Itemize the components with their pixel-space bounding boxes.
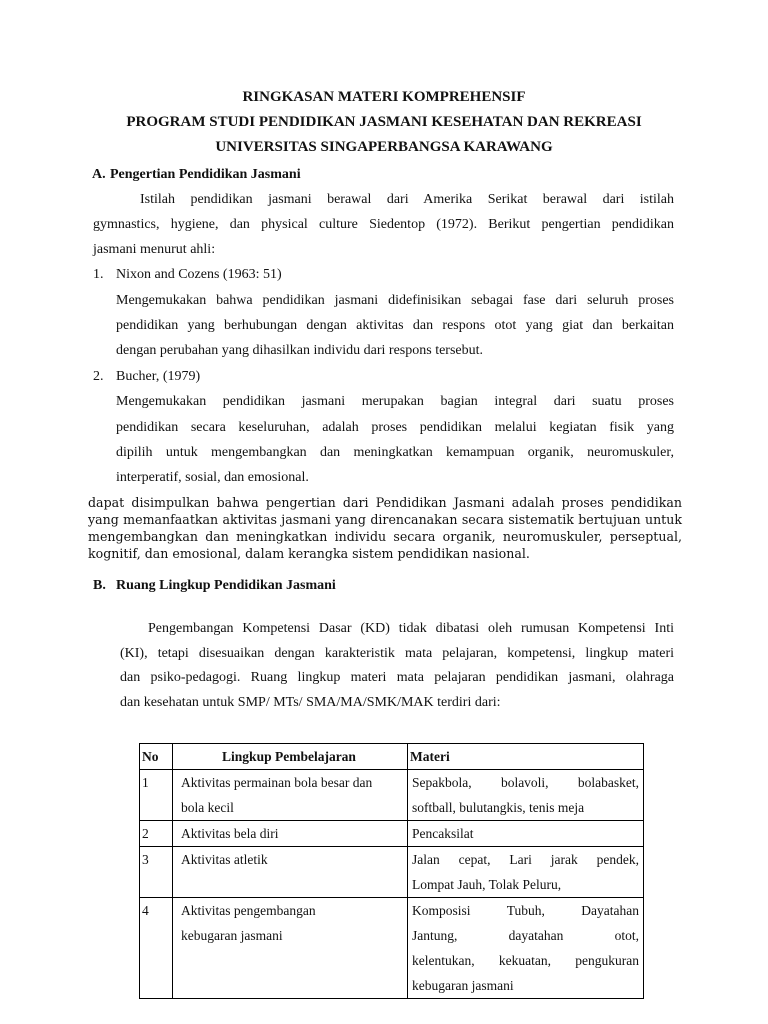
table-row (140, 898, 644, 999)
header-materi: Materi (408, 744, 644, 770)
section-b-title: Ruang Lingkup Pendidikan Jasmani (116, 578, 336, 593)
section-a-heading (92, 165, 301, 185)
document-title: RINGKASAN MATERI KOMPREHENSIF (242, 89, 526, 105)
header-lingkup: Lingkup Pembelajaran (173, 744, 408, 770)
header-no: No (140, 744, 173, 770)
section-a-letter: A. (92, 167, 106, 182)
table-row (140, 847, 644, 898)
expert-text-line: Mengemukakan pendidikan jasmani merupakan bagian integral dari suatu proses (116, 394, 674, 409)
expert-text-line: dipilih untuk mengembangkan dan meningkatkan kemampuan organik, neuromuskuler, (116, 445, 674, 460)
expert-name: Nixon and Cozens (1963: 51) (116, 267, 282, 282)
cell-lingkup (173, 898, 408, 999)
list-number: 1. (93, 267, 104, 282)
program-title: PROGRAM STUDI PENDIDIKAN JASMANI KESEHATAN DAN REKREASI (126, 114, 642, 130)
cell-materi-line: Sepakbola, bolavoli, bolabasket, (412, 775, 639, 790)
cell-materi (408, 898, 644, 999)
table-row (140, 770, 644, 821)
cell-no: 2 (140, 821, 173, 847)
cell-no: 1 (140, 770, 173, 821)
cell-lingkup-line: kebugaran jasmani (181, 928, 283, 943)
cell-materi-line: Komposisi Tubuh, Dayatahan (412, 903, 639, 918)
cell-materi-line: kebugaran jasmani (412, 978, 514, 993)
cell-materi-line: Jantung, dayatahan otot, (412, 928, 639, 943)
university-title: UNIVERSITAS SINGAPERBANGSA KARAWANG (215, 139, 553, 155)
section-a-title: Pengertian Pendidikan Jasmani (110, 167, 301, 182)
cell-lingkup-line: Aktivitas bela diri (181, 826, 279, 841)
cell-lingkup-line: Aktivitas atletik (181, 852, 268, 867)
cell-lingkup (173, 821, 408, 847)
cell-no: 4 (140, 898, 173, 999)
table-header-row (140, 744, 644, 770)
cell-lingkup (173, 847, 408, 898)
scope-paragraph-line: Pengembangan Kompetensi Dasar (KD) tidak dibatasi oleh rumusan Kompetensi Inti (148, 621, 674, 636)
expert-text-line: pendidikan yang berhubungan dengan aktivitas dan respons otot yang giat dan berkaitan (116, 318, 674, 333)
intro-line: gymnastics, hygiene, dan physical culture Siedentop (1972). Berikut pengertian pendidikan (93, 217, 674, 232)
cell-materi (408, 847, 644, 898)
section-b-heading (93, 576, 336, 596)
expert-text-line: interperatif, sosial, dan emosional. (116, 470, 309, 485)
cell-lingkup-line: Aktivitas pengembangan (181, 903, 316, 918)
cell-no: 3 (140, 847, 173, 898)
cell-materi (408, 821, 644, 847)
scope-table (139, 743, 644, 999)
expert-name: Bucher, (1979) (116, 369, 201, 384)
cell-materi-line: kelentukan, kekuatan, pengukuran (412, 953, 639, 968)
expert-text-line: Mengemukakan bahwa pendidikan jasmani didefinisikan sebagai fase dari seluruh proses (116, 293, 674, 308)
cell-lingkup-line: bola kecil (181, 800, 234, 815)
expert-text-line: dengan perubahan yang dihasilkan individu dari respons tersebut. (116, 343, 484, 358)
cell-materi (408, 770, 644, 821)
table-row (140, 821, 644, 847)
intro-line: jasmani menurut ahli: (93, 242, 216, 257)
conclusion-paragraph: dapat disimpulkan bahwa pengertian dari Pendidikan Jasmani adalah proses pendidikan yang memanfaatkan aktivitas jasmani yang direncanakan secara sistematik bertujuan untuk mengembangkan dan meningkatkan individu secara organik, neuromuskuler, perseptual, kognitif, dan emosional, dalam kerangka sistem pendidikan nasional. (88, 495, 682, 561)
intro-line: Istilah pendidikan jasmani berawal dari Amerika Serikat berawal dari istilah (140, 192, 674, 207)
cell-materi-line: softball, bulutangkis, tenis meja (412, 800, 585, 815)
scope-paragraph-line: dan psiko-pedagogi. Ruang lingkup materi mata pelajaran pendidikan jasmani, olahraga (120, 670, 674, 685)
cell-lingkup (173, 770, 408, 821)
list-number: 2. (93, 369, 104, 384)
scope-paragraph-line: (KI), tetapi disesuaikan dengan karakteristik mata pelajaran, kompetensi, lingkup materi (120, 646, 674, 661)
cell-lingkup-line: Aktivitas permainan bola besar dan (181, 775, 373, 790)
expert-text-line: pendidikan secara keseluruhan, adalah proses pendidikan melalui kegiatan fisik yang (116, 420, 674, 435)
cell-materi-line: Pencaksilat (412, 826, 474, 841)
cell-materi-line: Jalan cepat, Lari jarak pendek, (412, 852, 639, 867)
scope-paragraph-line: dan kesehatan untuk SMP/ MTs/ SMA/MA/SMK/MAK terdiri dari: (120, 695, 501, 710)
section-b-letter: B. (93, 578, 106, 593)
cell-materi-line: Lompat Jauh, Tolak Peluru, (412, 877, 562, 892)
